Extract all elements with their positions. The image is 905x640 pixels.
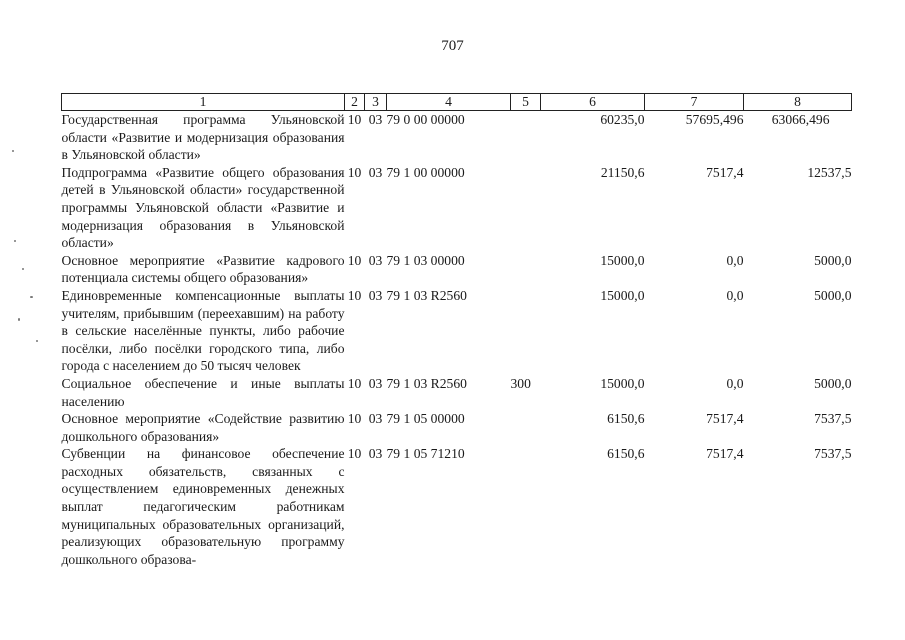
row-expense-type xyxy=(511,111,541,164)
table-header-row xyxy=(62,94,852,111)
table-row xyxy=(62,111,852,164)
row-amount-col8: 12537,5 xyxy=(807,164,852,180)
row-amount-col7: 57695,496 xyxy=(685,112,744,127)
row-amount-col7: 0,0 xyxy=(726,375,744,391)
row-section-code: 10 xyxy=(347,252,362,268)
row-target-article: 79 1 03 R2560 xyxy=(386,287,467,303)
row-expense-type xyxy=(511,252,541,287)
row-expense-type xyxy=(511,410,541,445)
row-amount-col6: 15000,0 xyxy=(600,287,645,303)
row-expense-type xyxy=(511,445,541,568)
row-section-code: 10 xyxy=(347,411,362,427)
row-section-code: 10 xyxy=(347,375,362,391)
row-amount-col6: 21150,6 xyxy=(600,164,645,180)
page-number: 707 xyxy=(441,38,464,54)
budget-table xyxy=(61,93,852,568)
column-header-3: 3 xyxy=(365,94,387,111)
row-amount-col8: 63066,496 xyxy=(771,112,830,127)
row-expense-type: 300 xyxy=(510,375,531,391)
row-amount-col8: 5000,0 xyxy=(814,287,852,303)
column-header-1: 1 xyxy=(62,94,345,111)
row-target-article: 79 1 03 00000 xyxy=(386,252,465,268)
row-section-code: 10 xyxy=(347,446,362,462)
table-row xyxy=(62,445,852,568)
row-amount-col8: 7537,5 xyxy=(814,446,852,462)
scan-speck xyxy=(22,268,24,270)
column-header-6: 6 xyxy=(541,94,645,111)
row-amount-col6: 6150,6 xyxy=(607,411,645,427)
row-description: Единовременные компенсационные выплаты учителям, прибывшим (переехавшим) на работу в сельские населённые пункты, либо рабочие посёлки, либо посёлки городского типа, либо города с населением до 50 тысяч человек xyxy=(61,287,345,374)
row-description: Социальное обеспечение и иные выплаты населению xyxy=(61,375,345,409)
row-amount-col7: 7517,4 xyxy=(706,164,744,180)
row-amount-col7: 7517,4 xyxy=(706,446,744,462)
row-target-article: 79 1 05 71210 xyxy=(386,446,465,462)
row-subsection-code: 03 xyxy=(368,164,383,180)
row-expense-type xyxy=(511,287,541,375)
column-header-5: 5 xyxy=(511,94,541,111)
scan-speck xyxy=(30,296,33,298)
row-subsection-code: 03 xyxy=(368,252,383,268)
row-amount-col8: 5000,0 xyxy=(814,375,852,391)
row-subsection-code: 03 xyxy=(368,446,383,462)
row-amount-col7: 7517,4 xyxy=(706,411,744,427)
scan-speck xyxy=(36,340,38,342)
row-subsection-code: 03 xyxy=(368,375,383,391)
row-amount-col6: 6150,6 xyxy=(607,446,645,462)
row-amount-col6: 15000,0 xyxy=(600,252,645,268)
row-description: Субвенции на финансовое обеспечение расходных обязательств, связанных с осуществлением единовременных денежных выплат педагогическим работникам муниципальных образовательных организаций, реализующих образовательную программу дошкольного образова- xyxy=(61,446,345,567)
row-description: Основное мероприятие «Содействие развитию дошкольного образования» xyxy=(61,411,345,444)
scan-speck xyxy=(14,240,16,242)
table-row xyxy=(62,287,852,375)
column-header-8: 8 xyxy=(744,94,852,111)
row-amount-col8: 7537,5 xyxy=(814,411,852,427)
row-section-code: 10 xyxy=(347,164,362,180)
column-header-7: 7 xyxy=(645,94,744,111)
row-subsection-code: 03 xyxy=(368,112,383,127)
row-section-code: 10 xyxy=(347,287,362,303)
column-header-4: 4 xyxy=(387,94,511,111)
row-amount-col6: 15000,0 xyxy=(600,375,645,391)
row-amount-col7: 0,0 xyxy=(726,252,744,268)
column-header-2: 2 xyxy=(345,94,365,111)
row-expense-type xyxy=(511,164,541,252)
row-description: Основное мероприятие «Развитие кадрового потенциала системы общего образования» xyxy=(61,252,345,286)
table-row xyxy=(62,252,852,287)
row-target-article: 79 1 03 R2560 xyxy=(386,375,467,391)
table-row xyxy=(62,164,852,252)
table-row xyxy=(62,375,852,410)
row-section-code: 10 xyxy=(347,112,362,127)
row-subsection-code: 03 xyxy=(368,411,383,427)
row-amount-col7: 0,0 xyxy=(726,287,744,303)
table-row xyxy=(62,410,852,445)
row-description: Государственная программа Ульяновской области «Развитие и модернизация образования в Ульяновской области» xyxy=(61,112,345,163)
row-amount-col8: 5000,0 xyxy=(814,252,852,268)
row-target-article: 79 0 00 00000 xyxy=(386,112,465,127)
row-subsection-code: 03 xyxy=(368,287,383,303)
row-target-article: 79 1 05 00000 xyxy=(386,411,465,427)
row-target-article: 79 1 00 00000 xyxy=(386,164,465,180)
scan-speck xyxy=(18,318,20,321)
scan-speck xyxy=(12,150,14,152)
row-amount-col6: 60235,0 xyxy=(600,112,645,127)
row-description: Подпрограмма «Развитие общего образования детей в Ульяновской области» государственной программы Ульяновской области «Развитие и модернизация образования в Ульяновской области» xyxy=(61,164,345,251)
